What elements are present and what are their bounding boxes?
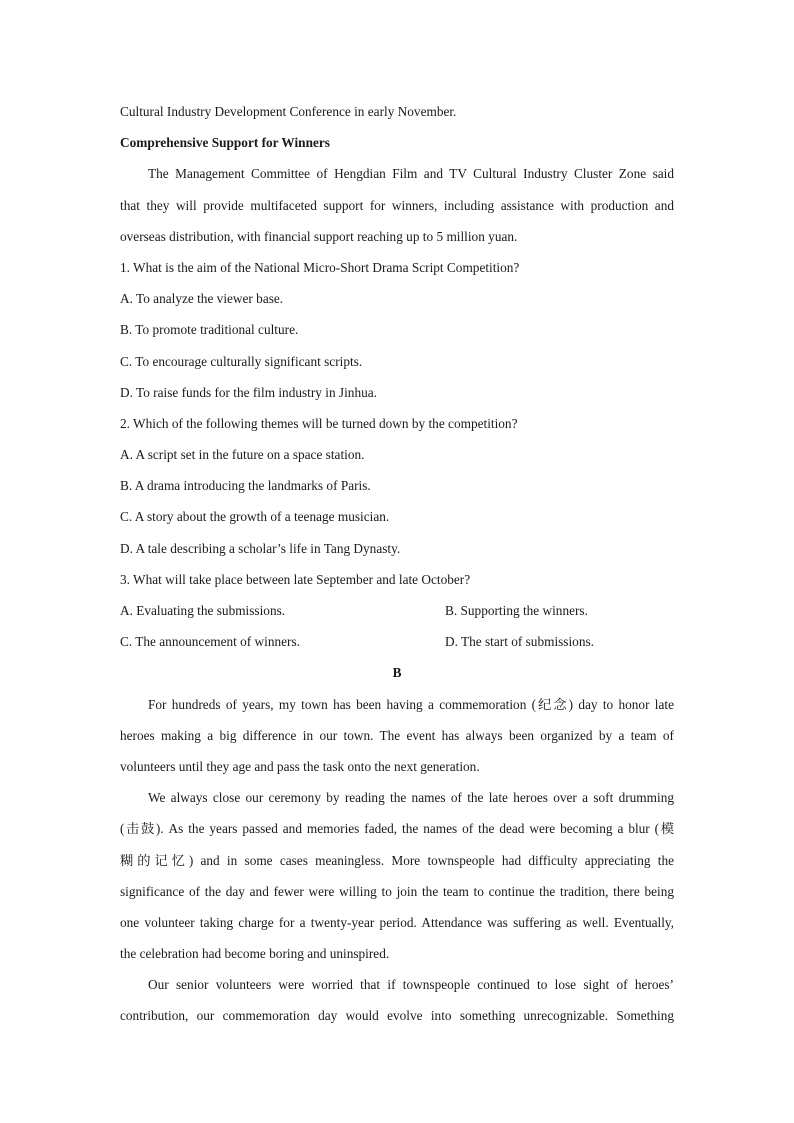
option-row xyxy=(120,595,674,626)
question-3 xyxy=(120,564,674,658)
paragraph-line: heroes making a big difference in our town. The event has always been organized by a team of xyxy=(120,727,674,743)
paragraph-line: We always close our ceremony by reading the names of the late heroes over a soft drumming xyxy=(148,790,674,806)
paragraph-line: one volunteer taking charge for a twenty-year period. Attendance was suffering as well. Eventually, xyxy=(120,914,674,930)
paragraph-line: the celebration had become boring and uninspired. xyxy=(120,946,390,962)
support-paragraph xyxy=(120,158,674,252)
support-heading: Comprehensive Support for Winners xyxy=(120,135,330,151)
document-page xyxy=(120,96,674,1032)
paragraph-line: significance of the day and fewer were willing to join the team to continue the tradition, there being xyxy=(120,883,674,899)
option-c: C. To encourage culturally significant scripts. xyxy=(120,353,363,369)
question-1 xyxy=(120,252,674,408)
paragraph-line: (击鼓). As the years passed and memories faded, the names of the dead were becoming a blur (模 xyxy=(120,821,674,837)
paragraph-line: contribution, our commemoration day would evolve into something unrecognizable. Something xyxy=(120,1008,674,1024)
paragraph-line: For hundreds of years, my town has been having a commemoration (纪念) day to honor late xyxy=(148,696,674,712)
option-a: A. Evaluating the submissions. xyxy=(120,603,286,618)
option-row xyxy=(120,626,674,657)
paragraph-line: 糊的记忆) and in some cases meaningless. More townspeople had difficulty appreciating the xyxy=(120,852,674,868)
option-a: A. A script set in the future on a space station. xyxy=(120,447,365,463)
option-d: D. The start of submissions. xyxy=(445,634,594,650)
intro-continuation: Cultural Industry Development Conference in early November. xyxy=(120,104,457,119)
option-b: B. To promote traditional culture. xyxy=(120,322,299,338)
question-2 xyxy=(120,408,674,564)
passage-paragraph-2 xyxy=(120,782,674,969)
option-d: D. To raise funds for the film industry in Jinhua. xyxy=(120,384,377,400)
passage-paragraph-1 xyxy=(120,689,674,783)
paragraph-line: Our senior volunteers were worried that if townspeople continued to lose sight of heroes’ xyxy=(148,977,674,993)
question-stem: 1. What is the aim of the National Micro-Short Drama Script Competition? xyxy=(120,259,520,275)
option-b: B. A drama introducing the landmarks of Paris. xyxy=(120,478,371,494)
paragraph-line: volunteers until they age and pass the task onto the next generation. xyxy=(120,758,480,774)
paragraph-line: that they will provide multifaceted support for winners, including assistance with production and xyxy=(120,197,674,213)
paragraph-line: overseas distribution, with financial support reaching up to 5 million yuan. xyxy=(120,228,518,244)
paragraph-line: The Management Committee of Hengdian Film and TV Cultural Industry Cluster Zone said xyxy=(148,166,674,182)
passage-paragraph-3 xyxy=(120,969,674,1031)
option-d: D. A tale describing a scholar’s life in Tang Dynasty. xyxy=(120,540,401,556)
option-c: C. A story about the growth of a teenage musician. xyxy=(120,509,390,525)
option-a: A. To analyze the viewer base. xyxy=(120,291,284,307)
question-stem: 2. Which of the following themes will be turned down by the competition? xyxy=(120,415,518,431)
option-c: C. The announcement of winners. xyxy=(120,634,300,650)
section-label: B xyxy=(392,665,402,681)
question-stem: 3. What will take place between late September and late October? xyxy=(120,571,471,587)
option-b: B. Supporting the winners. xyxy=(445,603,588,618)
